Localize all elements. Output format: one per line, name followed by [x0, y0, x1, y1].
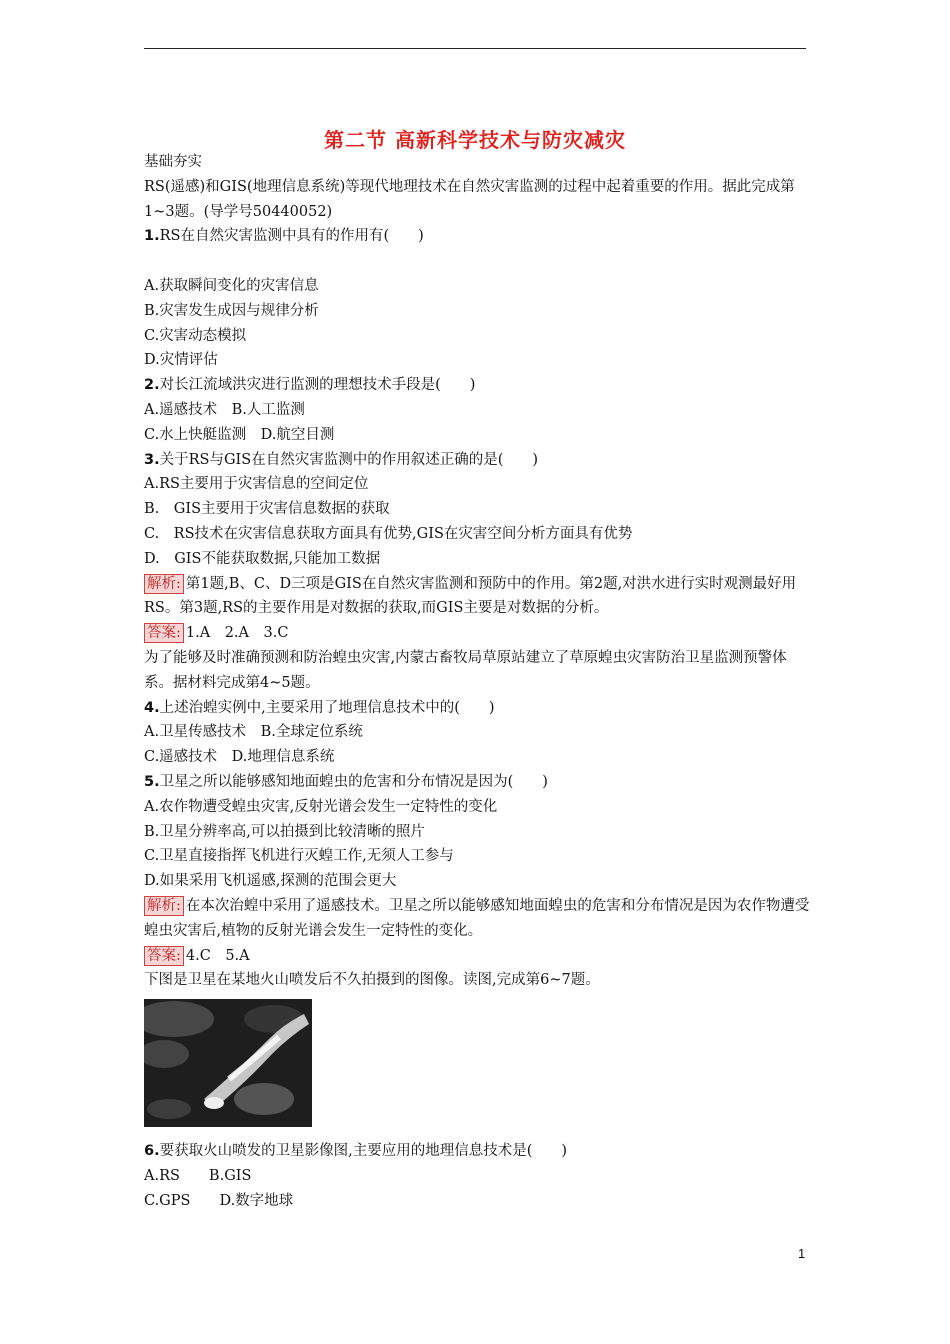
option: A.获取瞬间变化的灾害信息 — [144, 277, 319, 294]
intro-paragraph-1: RS(遥感)和GIS(地理信息系统)等现代地理技术在自然灾害监测的过程中起着重要的作用。据此完成第1~3题。(导学号50440052) — [144, 178, 795, 220]
answer-label: 答案: — [144, 946, 184, 966]
document-body — [144, 150, 810, 1213]
option: A.农作物遭受蝗虫灾害,反射光谱会发生一定特性的变化 — [144, 798, 498, 815]
analysis-text: 第1题,B、C、D三项是GIS在自然灾害监测和预防中的作用。第2题,对洪水进行实时观测最好用RS。第3题,RS的主要作用是对数据的获取,而GIS主要是对数据的分析。 — [144, 575, 797, 617]
question-3 — [144, 448, 810, 473]
answer-label: 答案: — [144, 623, 184, 643]
option: D.灾情评估 — [144, 352, 218, 369]
question-6 — [144, 1139, 810, 1164]
question-number: 3. — [144, 451, 160, 468]
option: D. GIS不能获取数据,只能加工数据 — [144, 550, 381, 567]
answer-text: 4.C 5.A — [185, 947, 250, 964]
blank-line — [144, 249, 810, 274]
question-number: 1. — [144, 228, 160, 245]
intro-paragraph-2: 为了能够及时准确预测和防治蝗虫灾害,内蒙古畜牧局草原站建立了草原蝗虫灾害防治卫星监测预警体系。据材料完成第4~5题。 — [144, 649, 787, 691]
option: C. RS技术在灾害信息获取方面具有优势,GIS在灾害空间分析方面具有优势 — [144, 525, 633, 542]
option: A.卫星传感技术 B.全球定位系统 — [144, 724, 363, 741]
question-4 — [144, 696, 810, 721]
question-text: RS在自然灾害监测中具有的作用有( ) — [159, 228, 424, 245]
option: A.RS B.GIS — [144, 1167, 252, 1184]
option: D.如果采用飞机遥感,探测的范围会更大 — [144, 873, 397, 890]
header-rule — [144, 48, 806, 49]
option: C.GPS D.数字地球 — [144, 1192, 294, 1209]
option: A.RS主要用于灾害信息的空间定位 — [144, 476, 369, 493]
analysis-text: 在本次治蝗中采用了遥感技术。卫星之所以能够感知地面蝗虫的危害和分布情况是因为农作物遭受蝗虫灾害后,植物的反射光谱会发生一定特性的变化。 — [144, 897, 810, 939]
satellite-photo-graphic — [144, 999, 312, 1127]
question-5 — [144, 770, 810, 795]
question-number: 6. — [144, 1143, 160, 1160]
volcano-satellite-image — [144, 999, 312, 1127]
option: B. GIS主要用于灾害信息数据的获取 — [144, 501, 390, 518]
answer-2 — [144, 944, 810, 969]
question-text: 卫星之所以能够感知地面蝗虫的危害和分布情况是因为( ) — [159, 773, 548, 790]
answer-1 — [144, 621, 810, 646]
option: A.遥感技术 B.人工监测 — [144, 401, 305, 418]
analysis-label: 解析: — [144, 896, 184, 916]
option: B.灾害发生成因与规律分析 — [144, 302, 319, 319]
option: C.遥感技术 D.地理信息系统 — [144, 749, 335, 766]
answer-text: 1.A 2.A 3.C — [185, 625, 289, 642]
page-title: 第二节 高新科学技术与防灾减灾 — [324, 128, 626, 152]
page-number: 1 — [798, 1246, 806, 1261]
question-text: 要获取火山喷发的卫星影像图,主要应用的地理信息技术是( ) — [159, 1143, 568, 1160]
option: B.卫星分辨率高,可以拍摄到比较清晰的照片 — [144, 823, 425, 840]
intro-paragraph-3: 下图是卫星在某地火山喷发后不久拍摄到的图像。读图,完成第6~7题。 — [144, 972, 600, 989]
option: C.灾害动态模拟 — [144, 327, 247, 344]
question-number: 4. — [144, 699, 160, 716]
analysis-label: 解析: — [144, 574, 184, 594]
analysis-2 — [144, 894, 810, 944]
analysis-1 — [144, 572, 810, 622]
question-text: 对长江流域洪灾进行监测的理想技术手段是( ) — [159, 377, 476, 394]
question-number: 5. — [144, 773, 160, 790]
question-2 — [144, 373, 810, 398]
question-1 — [144, 224, 810, 249]
option: C.水上快艇监测 D.航空目测 — [144, 426, 335, 443]
question-text: 关于RS与GIS在自然灾害监测中的作用叙述正确的是( ) — [159, 451, 539, 468]
question-text: 上述治蝗实例中,主要采用了地理信息技术中的( ) — [159, 699, 495, 716]
section-label: 基础夯实 — [144, 154, 202, 170]
question-number: 2. — [144, 377, 160, 394]
option: C.卫星直接指挥飞机进行灭蝗工作,无须人工参与 — [144, 848, 454, 865]
